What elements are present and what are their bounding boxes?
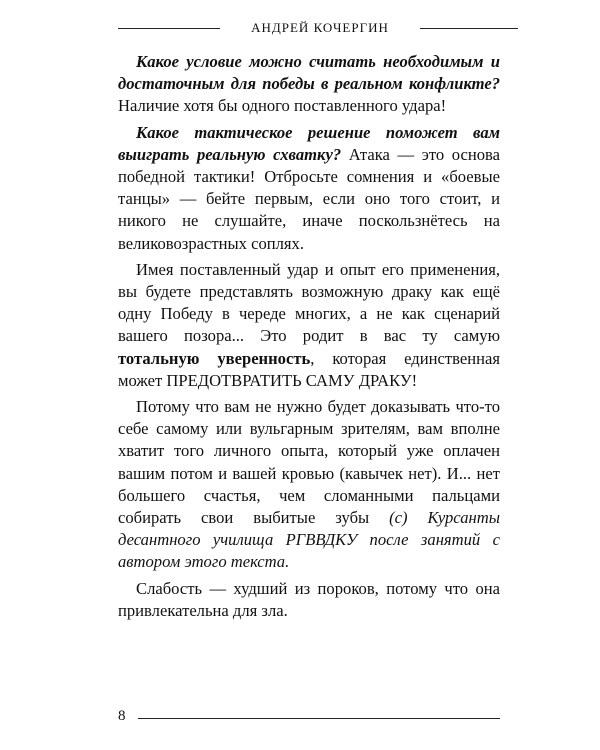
- header-rule-right: [420, 28, 518, 29]
- paragraph-1-answer: Наличие хотя бы одного поставленного удара!: [118, 96, 447, 116]
- paragraph-3-text-end: , которая единственная может ПРЕДОТВРАТИТЬ САМУ ДРАКУ!: [118, 348, 500, 390]
- page-footer: [118, 706, 500, 726]
- running-header: [118, 20, 518, 36]
- paragraph-1: [118, 51, 500, 118]
- header-author-name: АНДРЕЙ КОЧЕРГИН: [251, 20, 389, 35]
- footer-rule: [138, 718, 500, 719]
- paragraph-4: [118, 396, 500, 574]
- paragraph-3: [118, 259, 500, 392]
- paragraph-4-text: Потому что вам не нужно будет доказывать что-то себе самому или вульгарным зрителям, вам вполне хватит того личного опыта, который уже оплачен вашим потом и вашей кровью (кавычек нет). И... нет большего счастья, чем сломанными пальцами собирать свои выбитые зубы: [118, 397, 500, 528]
- header-rule-left: [118, 28, 220, 29]
- paragraph-2-question: Какое тактическое решение поможет вам выиграть реальную схватку?: [118, 122, 500, 164]
- page-body: [118, 51, 500, 622]
- page-number: 8: [118, 708, 126, 724]
- paragraph-5: Слабость — худший из пороков, потому что она привлекательна для зла.: [118, 578, 500, 620]
- paragraph-2: [118, 122, 500, 255]
- paragraph-3-emphasis: тотальную уверенность: [118, 348, 311, 368]
- paragraph-2-answer: Атака — это основа победной тактики! Отбросьте сомнения и «боевые танцы» — бейте первым, если оно того стоит, и никого не слушайте, иначе поскользнётесь на великовозрастных соплях.: [118, 144, 500, 253]
- paragraph-4-attribution: (с) Курсанты десантного училища РГВВДКУ после занятий с автором этого текста.: [118, 508, 500, 572]
- paragraph-3-text-start: Имея поставленный удар и опыт его применения, вы будете представлять возможную драку как ещё одну Победу в череде многих, а не как сценарий вашего позора... Это родит в вас ту самую: [118, 259, 500, 346]
- paragraph-1-question: Какое условие можно считать необходимым и достаточным для победы в реальном конфликте?: [118, 52, 500, 94]
